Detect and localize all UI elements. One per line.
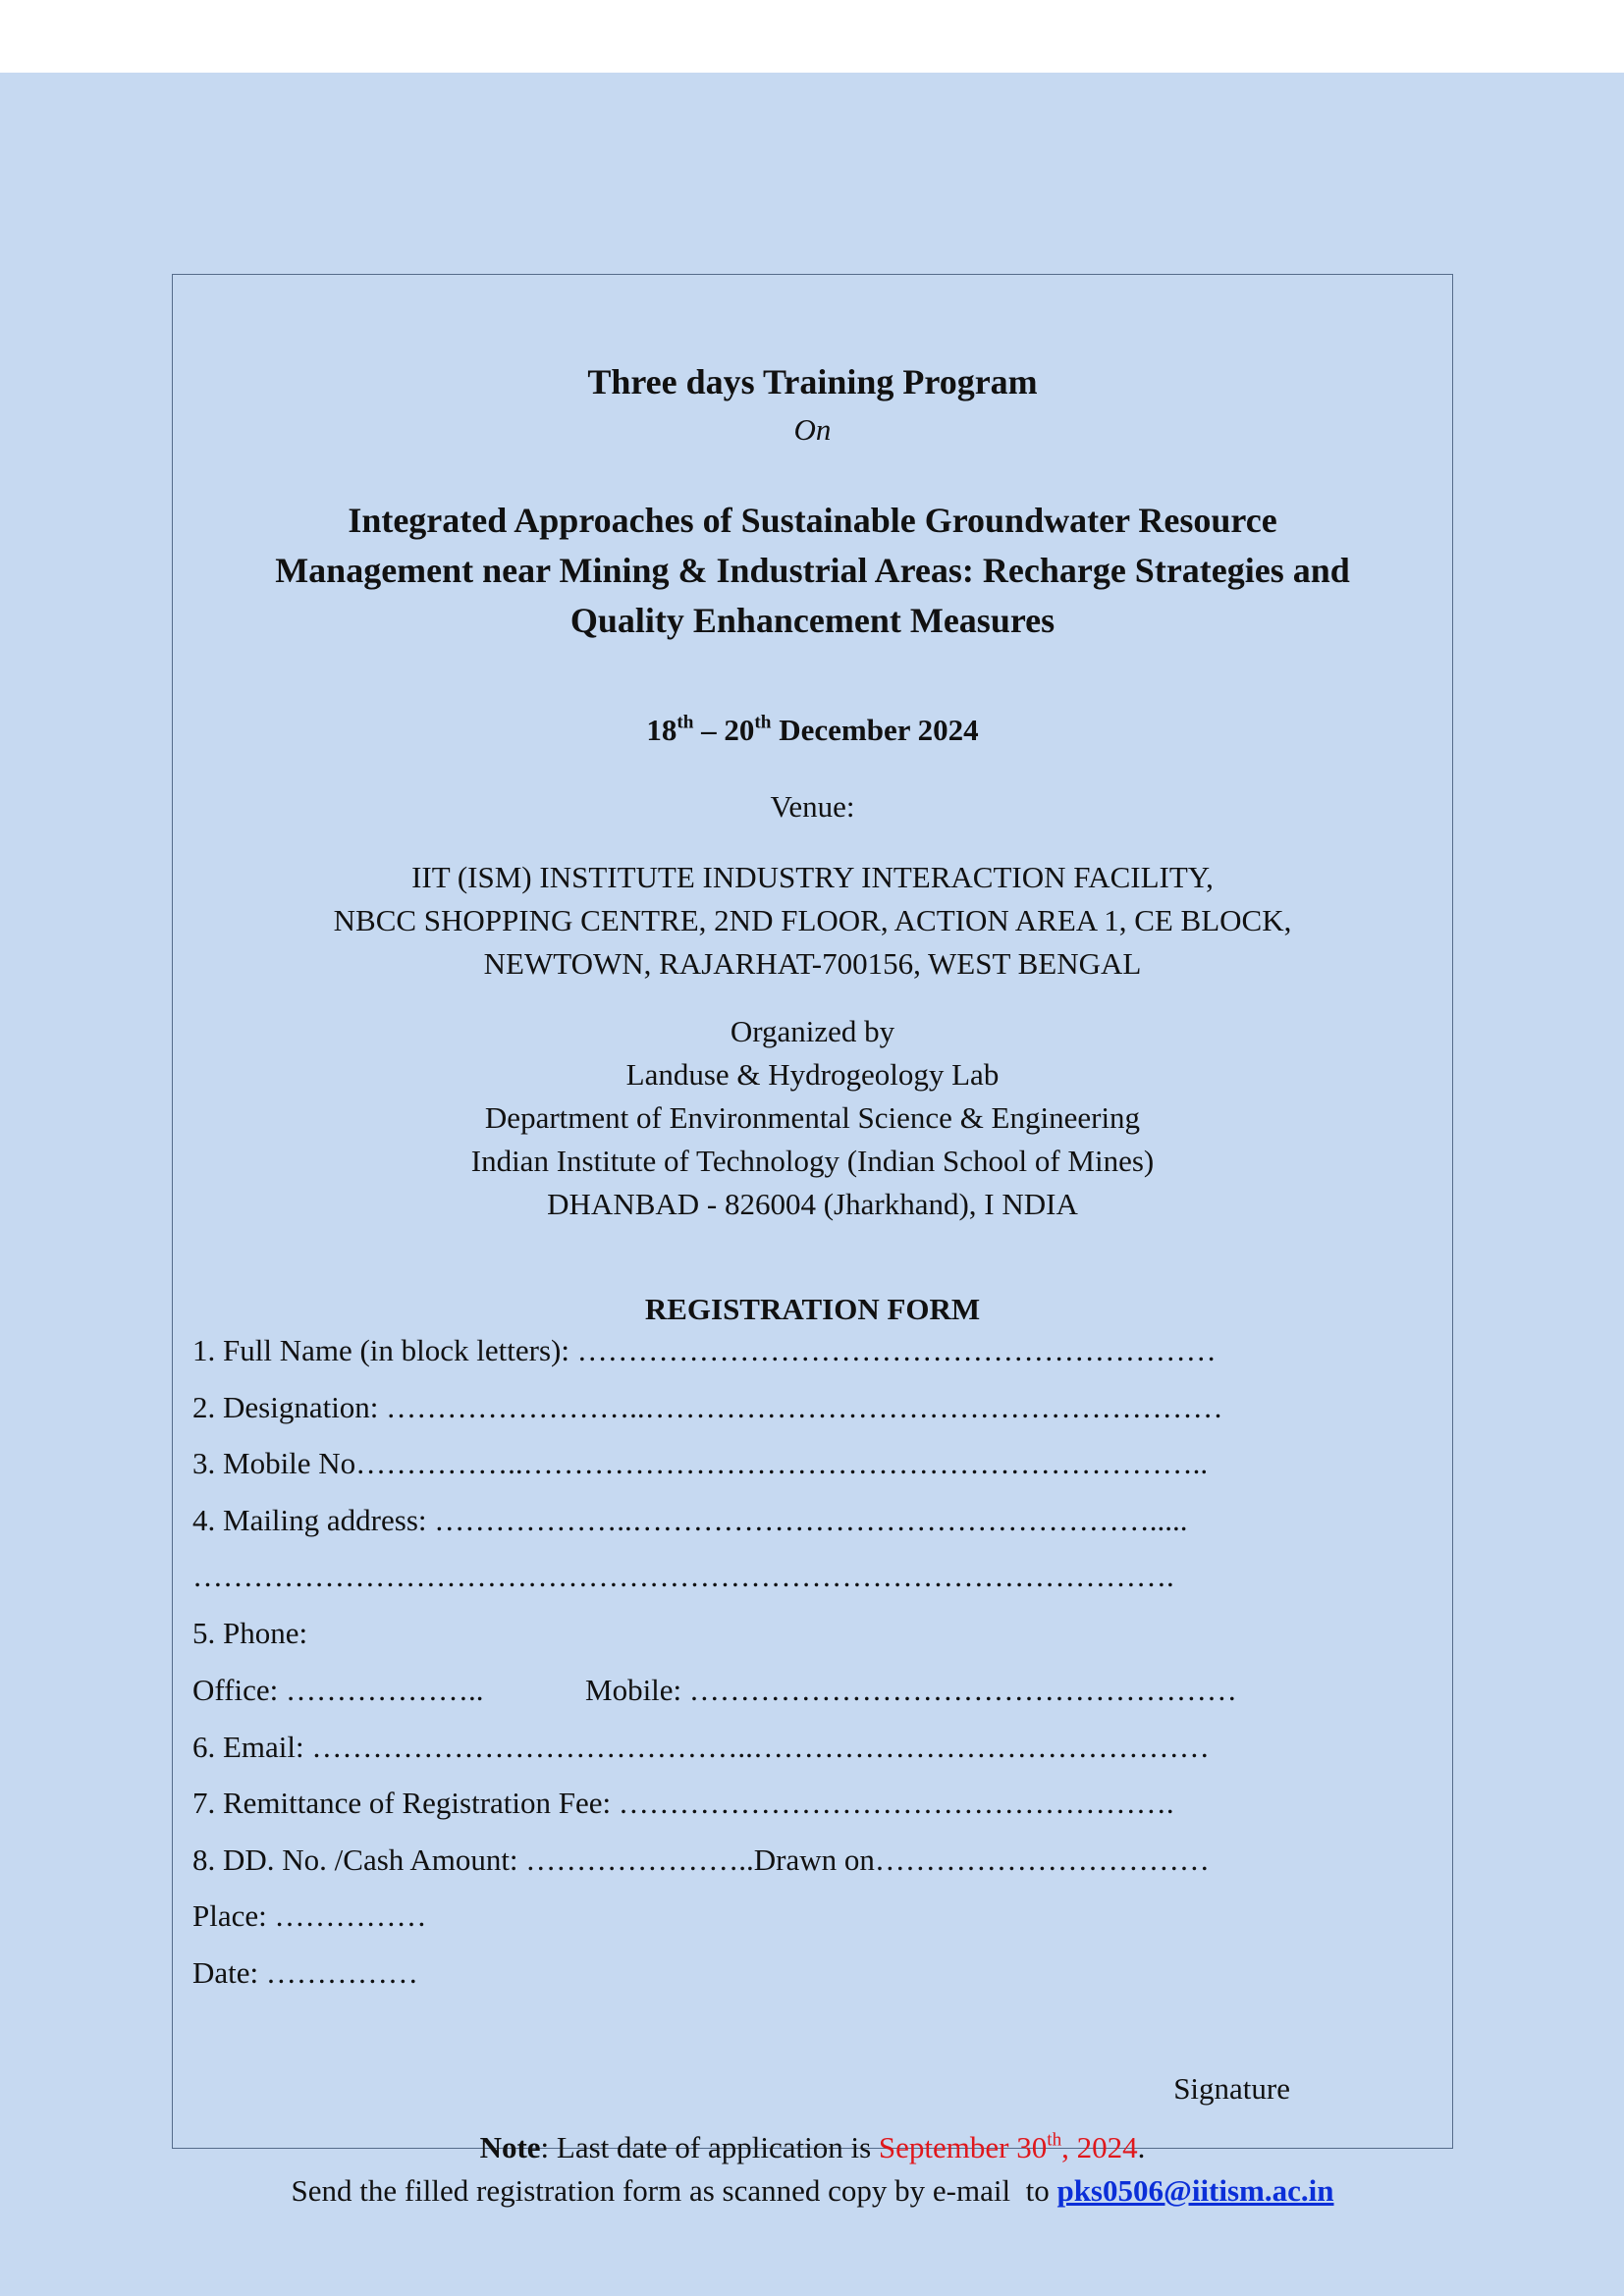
start-day: 18 (646, 713, 677, 747)
mobile-phone-field[interactable]: Mobile: ……………………………………………… (585, 1673, 1237, 1707)
program-dates (173, 713, 1452, 748)
note-line (173, 2126, 1452, 2169)
place-field[interactable]: Place: …………… (192, 1898, 427, 1933)
organizer-line: Indian Institute of Technology (Indian School of Mines) (470, 1144, 1155, 1178)
topic-line: Management near Mining & Industrial Areas: Recharge Strategies and (275, 551, 1350, 590)
organizer-line: Department of Environmental Science & Engineering (484, 1100, 1141, 1135)
send-text: Send the filled registration form as scanned copy by e-mail to (291, 2173, 1057, 2208)
dd-cash-field[interactable]: 8. DD. No. /Cash Amount: …………………..Drawn on…………………………… (192, 1842, 1210, 1877)
full-name-field[interactable]: 1. Full Name (in block letters): ……………………………………………………… (192, 1333, 1217, 1367)
deadline-suffix: th (1047, 2129, 1062, 2151)
office-phone-field[interactable]: Office: ……………….. (192, 1673, 484, 1707)
registration-form-title: REGISTRATION FORM (644, 1292, 981, 1326)
email-field[interactable]: 6. Email: ……………………………………..……………………………………… (192, 1730, 1210, 1764)
start-suffix: th (677, 712, 694, 733)
end-day: 20 (724, 713, 755, 747)
remittance-field[interactable]: 7. Remittance of Registration Fee: ………………………………………………. (192, 1786, 1174, 1820)
program-on: On (793, 412, 832, 447)
note-text: : Last date of application is (540, 2130, 879, 2164)
organizer-line: Landuse & Hydrogeology Lab (625, 1057, 1000, 1092)
program-topic (173, 496, 1452, 646)
page-background (0, 73, 1624, 2296)
topic-line: Integrated Approaches of Sustainable Groundwater Resource (348, 501, 1277, 540)
mobile-no-field[interactable]: 3. Mobile No……………..………………………………………………………….. (192, 1446, 1209, 1480)
deadline-year: , 2024 (1061, 2130, 1138, 2164)
document-frame (172, 274, 1453, 2208)
month-year: December 2024 (771, 713, 979, 747)
organizer-line: DHANBAD - 826004 (Jharkhand), I NDIA (547, 1187, 1078, 1221)
venue-line: IIT (ISM) INSTITUTE INDUSTRY INTERACTION FACILITY, (411, 860, 1214, 894)
end-suffix: th (754, 712, 772, 733)
note-label: Note (479, 2130, 541, 2164)
send-instruction (173, 2169, 1452, 2213)
deadline-day: September 30 (878, 2130, 1048, 2164)
contact-email-link[interactable]: pks0506@iitism.ac.in (1056, 2173, 1334, 2208)
mailing-address-continued-field[interactable]: ……………………………………………………………………………………. (192, 1559, 1174, 1593)
signature-label: Signature (1173, 2071, 1290, 2106)
organizer-block (173, 1010, 1452, 1226)
deadline-date (879, 2130, 1138, 2164)
venue-line: NEWTOWN, RAJARHAT-700156, WEST BENGAL (483, 946, 1142, 981)
venue-line: NBCC SHOPPING CENTRE, 2ND FLOOR, ACTION AREA 1, CE BLOCK, (333, 903, 1292, 937)
phone-label: 5. Phone: (192, 1616, 308, 1650)
date-separator: – (693, 713, 725, 747)
organizer-label: Organized by (730, 1014, 895, 1048)
mailing-address-field[interactable]: 4. Mailing address: ………………..……………………………………………..... (192, 1503, 1188, 1537)
note-period: . (1137, 2130, 1146, 2164)
date-field[interactable]: Date: …………… (192, 1955, 418, 1990)
designation-field[interactable]: 2. Designation: ……………………..………………………………………………… (192, 1390, 1223, 1424)
topic-line: Quality Enhancement Measures (569, 601, 1056, 640)
program-title: Three days Training Program (587, 362, 1038, 401)
venue-label: Venue: (770, 789, 855, 824)
venue-address (173, 856, 1452, 986)
